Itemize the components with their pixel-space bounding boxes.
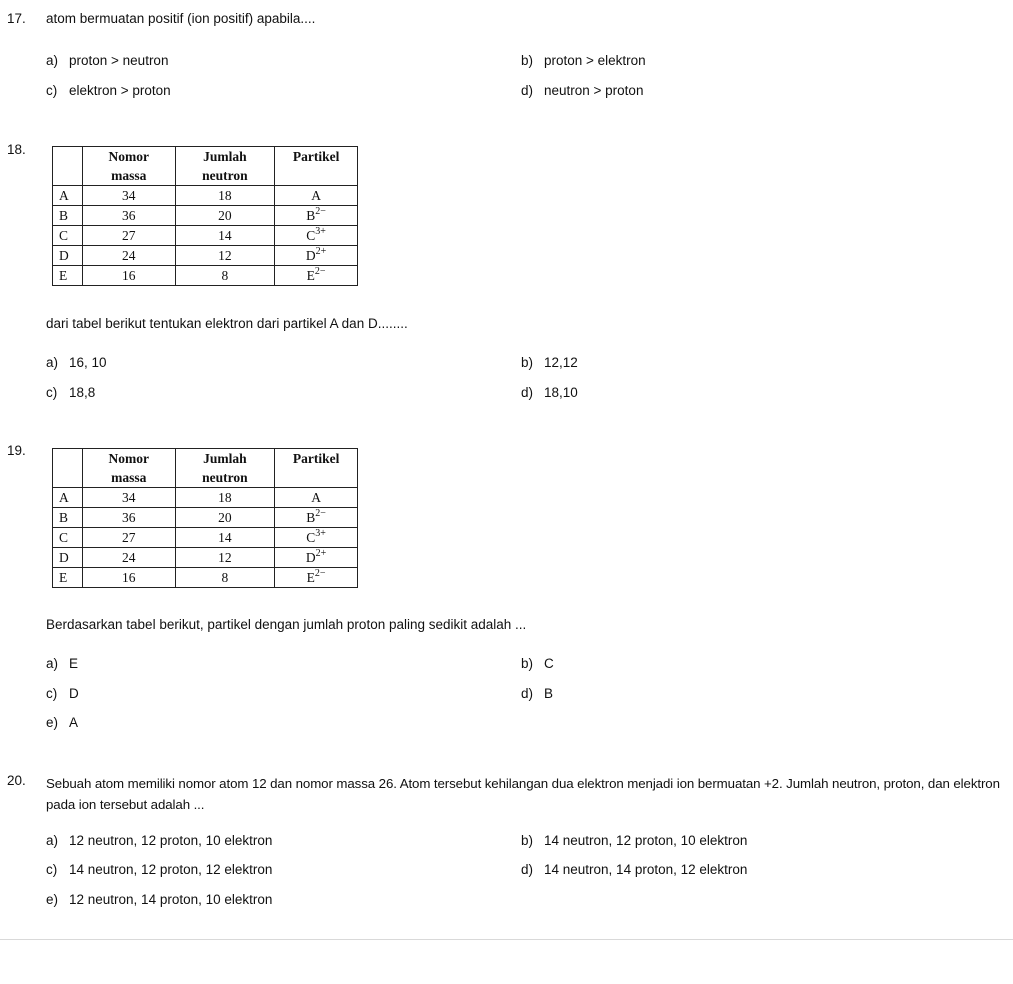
option-text: 12 neutron, 14 proton, 10 elektron bbox=[69, 892, 273, 907]
table-row: A 34 18 A bbox=[53, 488, 358, 508]
option-text: 18,10 bbox=[544, 385, 578, 400]
table-row: C 27 14 $C^{3+}$ bbox=[53, 528, 358, 548]
question-18-text: dari tabel berikut tentukan elektron dari partikel A dan D........ bbox=[46, 316, 408, 331]
option-18d[interactable] bbox=[521, 385, 578, 400]
option-20c[interactable] bbox=[46, 862, 272, 877]
option-20e[interactable] bbox=[46, 892, 272, 907]
option-text: neutron > proton bbox=[544, 83, 644, 98]
option-letter: a) bbox=[46, 355, 59, 370]
header-empty bbox=[53, 147, 83, 186]
option-letter: d) bbox=[521, 862, 534, 877]
option-18b[interactable] bbox=[521, 355, 578, 370]
option-18a[interactable] bbox=[46, 355, 107, 370]
option-text: 16, 10 bbox=[69, 355, 107, 370]
option-19b[interactable] bbox=[521, 656, 554, 671]
header-particle: Partikel bbox=[275, 449, 358, 488]
table-row: D 24 12 $D^{2+}$ bbox=[53, 548, 358, 568]
option-text: 12 neutron, 12 proton, 10 elektron bbox=[69, 833, 273, 848]
option-20d[interactable] bbox=[521, 862, 747, 877]
question-18-number: 18. bbox=[7, 142, 26, 157]
option-letter: c) bbox=[46, 862, 58, 877]
header-empty bbox=[53, 449, 83, 488]
option-letter: c) bbox=[46, 385, 58, 400]
option-text: proton > neutron bbox=[69, 53, 169, 68]
option-17c[interactable] bbox=[46, 83, 171, 98]
option-19e[interactable] bbox=[46, 715, 78, 730]
option-letter: b) bbox=[521, 656, 534, 671]
option-19d[interactable] bbox=[521, 686, 553, 701]
option-20a[interactable] bbox=[46, 833, 272, 848]
table-row: B 36 20 $B^{2-}$ bbox=[53, 206, 358, 226]
option-20b[interactable] bbox=[521, 833, 747, 848]
table-row: E 16 8 $E^{2-}$ bbox=[53, 266, 358, 286]
option-letter: e) bbox=[46, 715, 59, 730]
option-text: 12,12 bbox=[544, 355, 578, 370]
header-mass: Nomor massa bbox=[82, 449, 175, 488]
table-row: E 16 8 $E^{2-}$ bbox=[53, 568, 358, 588]
option-text: 14 neutron, 14 proton, 12 elektron bbox=[544, 862, 748, 877]
header-particle: Partikel bbox=[275, 147, 358, 186]
option-letter: d) bbox=[521, 686, 534, 701]
option-letter: c) bbox=[46, 83, 58, 98]
option-text: 14 neutron, 12 proton, 12 elektron bbox=[69, 862, 273, 877]
option-letter: d) bbox=[521, 385, 534, 400]
option-text: B bbox=[544, 686, 554, 701]
question-19-number: 19. bbox=[7, 443, 26, 458]
option-letter: a) bbox=[46, 53, 59, 68]
option-19a[interactable] bbox=[46, 656, 78, 671]
question-20-number: 20. bbox=[7, 773, 26, 788]
option-17a[interactable] bbox=[46, 53, 168, 68]
header-neutron: Jumlah neutron bbox=[175, 449, 275, 488]
option-letter: b) bbox=[521, 355, 534, 370]
option-letter: d) bbox=[521, 83, 534, 98]
option-text: C bbox=[544, 656, 554, 671]
option-17b[interactable] bbox=[521, 53, 646, 68]
particle-table-19 bbox=[52, 448, 358, 588]
table-row: C 27 14 $C^{3+}$ bbox=[53, 226, 358, 246]
option-text: 14 neutron, 12 proton, 10 elektron bbox=[544, 833, 748, 848]
bottom-divider bbox=[0, 939, 1013, 940]
option-text: elektron > proton bbox=[69, 83, 171, 98]
option-18c[interactable] bbox=[46, 385, 95, 400]
option-letter: a) bbox=[46, 833, 59, 848]
question-17-text: atom bermuatan positif (ion positif) apabila.... bbox=[46, 11, 316, 26]
option-letter: b) bbox=[521, 53, 534, 68]
table-row: D 24 12 $D^{2+}$ bbox=[53, 246, 358, 266]
option-text: A bbox=[69, 715, 79, 730]
question-17-number: 17. bbox=[7, 11, 26, 26]
option-text: D bbox=[69, 686, 79, 701]
header-neutron: Jumlah neutron bbox=[175, 147, 275, 186]
option-letter: a) bbox=[46, 656, 59, 671]
option-text: 18,8 bbox=[69, 385, 96, 400]
question-19-text: Berdasarkan tabel berikut, partikel dengan jumlah proton paling sedikit adalah ... bbox=[46, 617, 527, 632]
option-17d[interactable] bbox=[521, 83, 643, 98]
question-20-text: Sebuah atom memiliki nomor atom 12 dan nomor massa 26. Atom tersebut kehilangan dua elektron menjadi ion bermuatan +2. Jumlah neutron, proton, dan elektron pada ion tersebut adalah ... bbox=[46, 776, 1000, 812]
option-letter: e) bbox=[46, 892, 59, 907]
option-letter: c) bbox=[46, 686, 58, 701]
header-mass: Nomor massa bbox=[82, 147, 175, 186]
option-text: proton > elektron bbox=[544, 53, 646, 68]
option-text: E bbox=[69, 656, 79, 671]
option-19c[interactable] bbox=[46, 686, 79, 701]
table-row: B 36 20 $B^{2-}$ bbox=[53, 508, 358, 528]
table-row: A 34 18 A bbox=[53, 186, 358, 206]
option-letter: b) bbox=[521, 833, 534, 848]
particle-table-18 bbox=[52, 146, 358, 286]
